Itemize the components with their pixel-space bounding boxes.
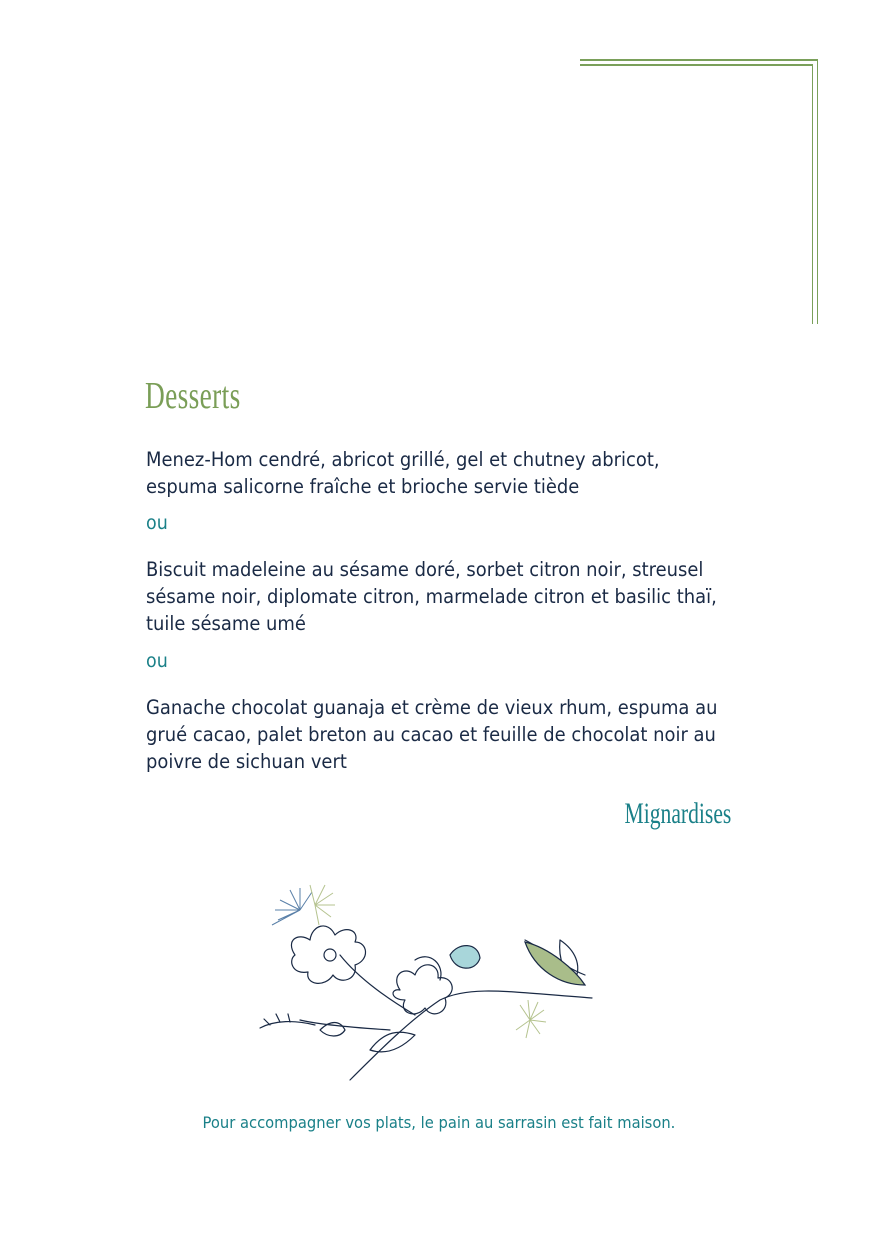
- dessert-line: tuile sésame umé: [146, 612, 306, 635]
- dessert-item: [146, 694, 718, 775]
- dessert-line: sésame noir, diplomate citron, marmelade citron et basilic thaï,: [146, 585, 717, 608]
- floral-illustration-icon: [240, 880, 600, 1090]
- decorative-corner-frame: [580, 59, 818, 324]
- dessert-line: grué cacao, palet breton au cacao et feuille de chocolat noir au: [146, 723, 716, 746]
- footer-note-text: Pour accompagner vos plats, le pain au sarrasin est fait maison.: [202, 1113, 675, 1132]
- separator-ou: ou: [146, 512, 168, 534]
- mignardises-label: Mignardises: [624, 797, 731, 830]
- separator-ou: ou: [146, 650, 168, 672]
- dessert-line: Menez-Hom cendré, abricot grillé, gel et chutney abricot,: [146, 448, 660, 471]
- dessert-item: [146, 446, 698, 500]
- footer-note: [0, 1113, 877, 1132]
- dessert-line: espuma salicorne fraîche et brioche servie tiède: [146, 475, 580, 498]
- dessert-line: Biscuit madeleine au sésame doré, sorbet citron noir, streusel: [146, 558, 704, 581]
- dessert-line: Ganache chocolat guanaja et crème de vieux rhum, espuma au: [146, 696, 718, 719]
- dessert-line: poivre de sichuan vert: [146, 750, 347, 773]
- section-title: Desserts: [145, 375, 241, 417]
- dessert-item: [146, 556, 717, 637]
